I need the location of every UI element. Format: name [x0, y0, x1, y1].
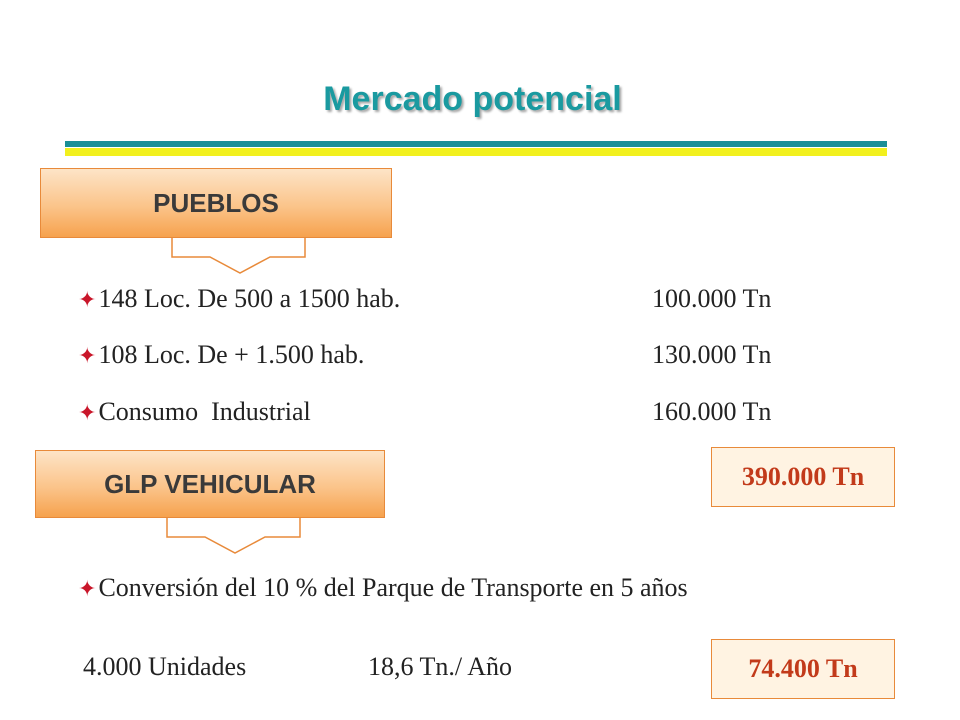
pueblos-total: 390.000 Tn [711, 447, 895, 507]
star-bullet-icon: ✦ [78, 400, 97, 425]
title-rule-yellow [65, 148, 887, 156]
pueblos-item-3 [78, 397, 311, 427]
glp-item [78, 573, 688, 603]
pueblos-item-2 [78, 340, 364, 370]
title-rule-teal [65, 141, 887, 147]
pueblos-item-3-text: Consumo Industrial [98, 397, 311, 426]
star-bullet-icon: ✦ [78, 287, 97, 312]
glp-item-text: Conversión del 10 % del Parque de Transporte en 5 años [98, 573, 688, 602]
glp-arrow-icon [165, 517, 305, 557]
glp-header: GLP VEHICULAR [35, 450, 385, 518]
pueblos-item-2-value: 130.000 Tn [652, 340, 772, 369]
star-bullet-icon: ✦ [78, 576, 97, 601]
glp-rate: 18,6 Tn./ Año [368, 652, 512, 681]
pueblos-item-2-text: 108 Loc. De + 1.500 hab. [98, 340, 365, 369]
pueblos-header: PUEBLOS [40, 168, 392, 238]
pueblos-item-1-value: 100.000 Tn [652, 284, 772, 313]
glp-units: 4.000 Unidades [83, 652, 247, 681]
pueblos-item-3-value: 160.000 Tn [652, 397, 772, 426]
pueblos-item-1-text: 148 Loc. De 500 a 1500 hab. [98, 284, 401, 313]
pueblos-arrow-icon [170, 237, 310, 277]
glp-total: 74.400 Tn [711, 639, 895, 699]
star-bullet-icon: ✦ [78, 343, 97, 368]
pueblos-item-1 [78, 284, 400, 314]
page-title: Mercado potencial [323, 80, 622, 118]
